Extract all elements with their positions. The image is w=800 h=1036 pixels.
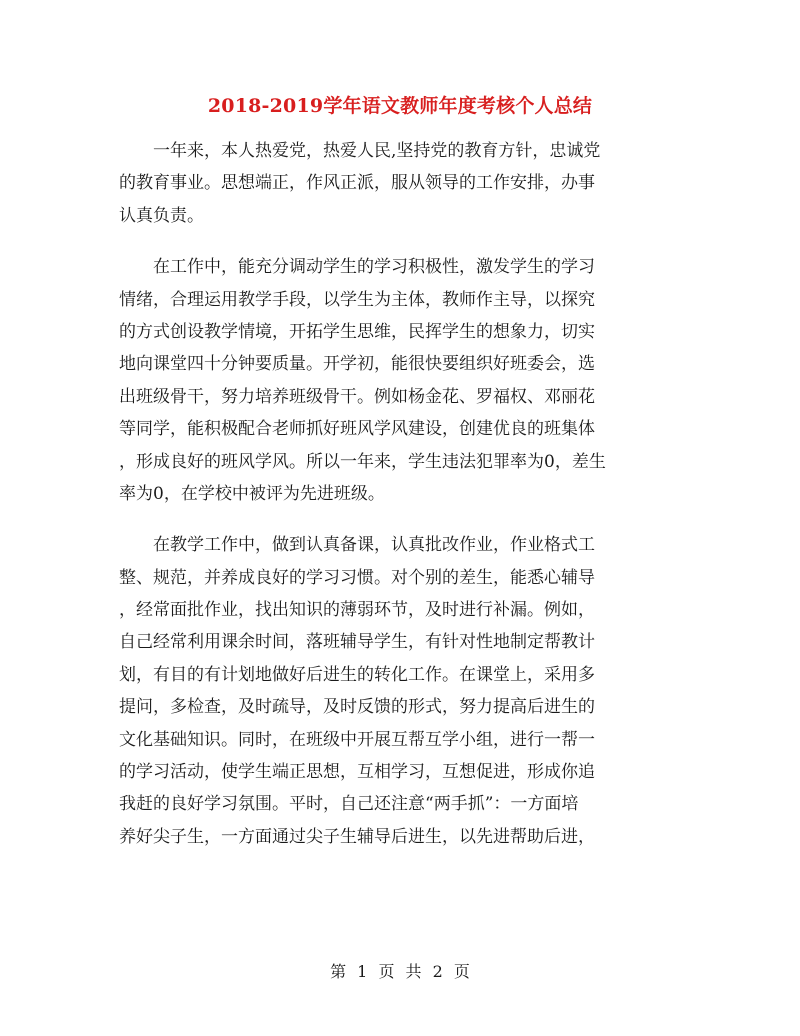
text-line: 一年来，本人热爱党，热爱人民,坚持党的教育方针，忠诚党 [119,141,601,161]
text-line: 出班级骨干，努力培养班级骨干。例如杨金花、罗福权、邓丽花 [119,386,595,407]
text-line: 养好尖子生，一方面通过尖子生辅导后进生，以先进帮助后进， [119,826,595,847]
page-footer: 第 1 页 共 2 页 [330,962,470,981]
text-line: 的教育事业。思想端正，作风正派，服从领导的工作安排，办事 [119,173,595,194]
text-line: 在工作中，能充分调动学生的学习积极性，激发学生的学习 [119,257,595,278]
text-line: ，经常面批作业，找出知识的薄弱环节，及时进行补漏。例如， [119,600,595,621]
paragraph [119,251,681,510]
text-line: ，形成良好的班风学风。所以一年来，学生违法犯罪率为0，差生 [119,451,606,472]
paragraph-spacer [119,510,681,529]
text-line: 的学习活动，使学生端正思想，互相学习，互想促进，形成你追 [119,762,595,783]
text-line: 提问，多检查，及时疏导，及时反馈的形式，努力提高后进生的 [119,697,595,718]
text-line: 划，有目的有计划地做好后进生的转化工作。在课堂上，采用多 [119,664,595,685]
document-title: 2018-2019学年语文教师年度考核个人总结 [207,95,593,117]
text-line: 的方式创设教学情境，开拓学生思维，民挥学生的想象力，切实 [119,321,595,342]
text-line: 情绪，合理运用教学手段，以学生为主体，教师作主导，以探究 [119,289,595,310]
paragraph-spacer [119,232,681,251]
text-line: 在教学工作中，做到认真备课，认真批改作业，作业格式工 [119,535,595,556]
paragraph [119,529,681,853]
text-line: 文化基础知识。同时，在班级中开展互帮互学小组，进行一帮一 [119,729,595,750]
text-line: 认真负责。 [119,205,204,226]
paragraph [119,135,681,232]
text-line: 自己经常利用课余时间，落班辅导学生，有针对性地制定帮教计 [119,632,595,653]
text-line: 率为0，在学校中被评为先进班级。 [119,483,385,504]
text-line: 地向课堂四十分钟要质量。开学初，能很快要组织好班委会，选 [119,354,595,375]
text-line: 我赶的良好学习氛围。平时，自己还注意“两手抓”：一方面培 [119,794,579,815]
document-body [119,135,681,853]
text-line: 整、规范，并养成良好的学习习惯。对个别的差生，能悉心辅导 [119,567,595,588]
text-line: 等同学，能积极配合老师抓好班风学风建设，创建优良的班集体 [119,419,595,440]
